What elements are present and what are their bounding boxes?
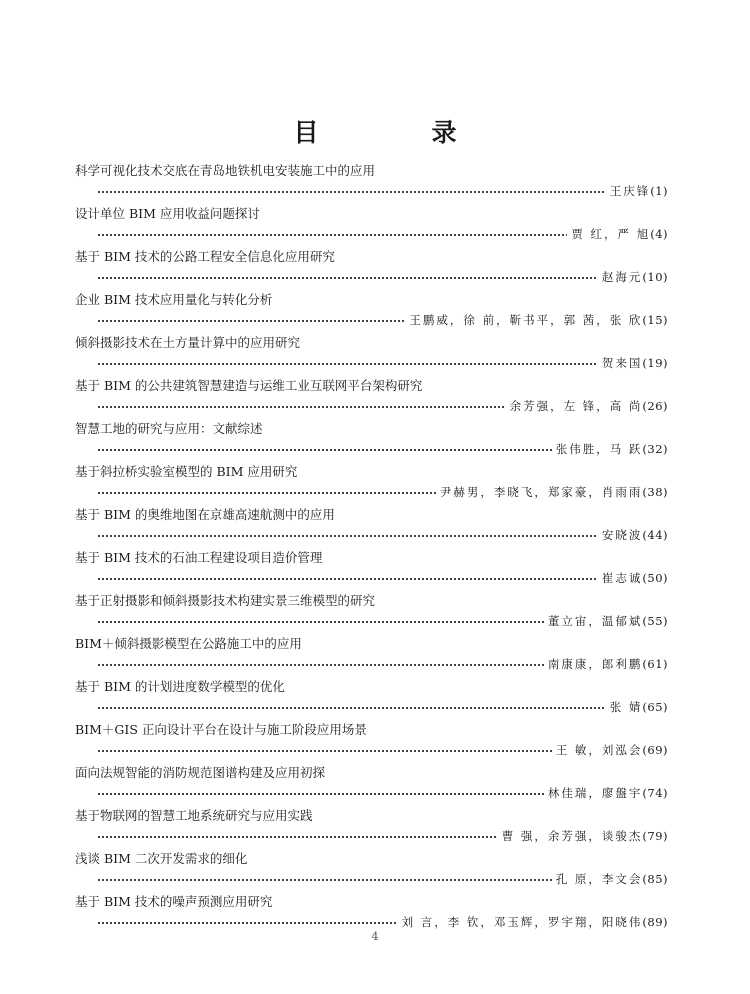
toc-entry-title: 智慧工地的研究与应用：文献综述 [75, 421, 263, 436]
toc-entry-authors: 赵海元 [601, 270, 643, 284]
toc-entry-page: (61) [642, 657, 668, 671]
dot-leader [97, 234, 567, 236]
toc-entry-leader-line [97, 353, 668, 373]
toc-entry-page: (50) [642, 571, 668, 585]
dot-leader [97, 578, 598, 580]
toc-entry-title: 基于正射摄影和倾斜摄影技术构建实景三维模型的研究 [75, 593, 376, 608]
toc-entry-authors: 刘 言，李 钦，邓玉辉，罗宇翔，阳晓伟 [401, 915, 643, 929]
dot-leader [97, 750, 552, 752]
toc-entry-leader-line [97, 740, 668, 760]
toc-entry-authors: 余芳强，左 锋，高 尚 [509, 399, 643, 413]
toc-entry-title: 基于 BIM 技术的噪声预测应用研究 [75, 894, 273, 909]
toc-entry-leader-line [97, 568, 668, 588]
toc-entry-authors: 贾 红，严 旭 [571, 227, 651, 241]
dot-leader [97, 406, 506, 408]
table-of-contents [75, 160, 668, 934]
toc-entry-authors: 王鹏威，徐 前，靳书平，郭 茜，张 欣 [409, 313, 643, 327]
dot-leader [97, 492, 436, 494]
toc-entry-leader-line [97, 310, 668, 330]
toc-entry-leader-line [97, 826, 668, 846]
dot-leader [97, 621, 544, 623]
toc-entry[interactable] [75, 203, 668, 246]
toc-entry-page: (19) [642, 356, 668, 370]
toc-entry-title: 面向法规智能的消防规范图谱构建及应用初探 [75, 765, 326, 780]
toc-entry-page: (32) [642, 442, 668, 456]
dot-leader [97, 191, 606, 193]
toc-entry[interactable] [75, 633, 668, 676]
dot-leader [97, 664, 544, 666]
toc-entry[interactable] [75, 160, 668, 203]
toc-entry-leader-line [97, 611, 668, 631]
toc-entry-title: 基于 BIM 的奥维地图在京雄高速航测中的应用 [75, 507, 335, 522]
toc-entry-leader-line [97, 912, 668, 932]
toc-entry-page: (85) [642, 872, 668, 886]
page-number: 4 [371, 930, 379, 943]
toc-entry-authors: 安晓波 [601, 528, 643, 542]
dot-leader [97, 363, 598, 365]
toc-entry[interactable] [75, 762, 668, 805]
dot-leader [97, 707, 606, 709]
toc-entry-page: (1) [650, 184, 668, 198]
toc-entry-leader-line [97, 654, 668, 674]
toc-entry[interactable] [75, 289, 668, 332]
toc-entry-authors: 曹 强，余芳强，谈骏杰 [501, 829, 643, 843]
toc-entry[interactable] [75, 891, 668, 934]
toc-entry-authors: 王庆锋 [609, 184, 651, 198]
toc-entry-title: 设计单位 BIM 应用收益问题探讨 [75, 206, 260, 221]
dot-leader [97, 793, 544, 795]
toc-entry-page: (4) [650, 227, 668, 241]
toc-entry-authors: 王 敏，刘泓会 [555, 743, 643, 757]
toc-entry-title: 科学可视化技术交底在青岛地铁机电安装施工中的应用 [75, 163, 376, 178]
toc-entry-leader-line [97, 783, 668, 803]
toc-entry-leader-line [97, 224, 668, 244]
page-title: 目 录 [293, 118, 501, 147]
toc-entry-page: (69) [642, 743, 668, 757]
toc-entry-page: (74) [642, 786, 668, 800]
toc-entry[interactable] [75, 246, 668, 289]
toc-entry-page: (10) [642, 270, 668, 284]
toc-entry[interactable] [75, 719, 668, 762]
toc-entry-leader-line [97, 267, 668, 287]
toc-entry-authors: 张伟胜，马 跃 [555, 442, 643, 456]
toc-entry-page: (79) [642, 829, 668, 843]
dot-leader [97, 277, 598, 279]
toc-entry-leader-line [97, 697, 668, 717]
toc-entry[interactable] [75, 590, 668, 633]
toc-entry[interactable] [75, 848, 668, 891]
dot-leader [97, 535, 598, 537]
toc-entry-leader-line [97, 181, 668, 201]
toc-entry-authors: 张 婧 [609, 700, 643, 714]
toc-entry-authors: 林佳瑞，廖盤宇 [547, 786, 643, 800]
toc-entry-title: 基于斜拉桥实验室模型的 BIM 应用研究 [75, 464, 298, 479]
toc-entry[interactable] [75, 547, 668, 590]
toc-entry-page: (44) [642, 528, 668, 542]
dot-leader [97, 836, 498, 838]
toc-entry-title: 基于 BIM 的计划进度数学模型的优化 [75, 679, 285, 694]
toc-entry-page: (89) [642, 915, 668, 929]
toc-entry-authors: 南康康，郎利鹏 [547, 657, 643, 671]
toc-entry-leader-line [97, 869, 668, 889]
toc-entry-title: 基于物联网的智慧工地系统研究与应用实践 [75, 808, 313, 823]
toc-entry-page: (55) [642, 614, 668, 628]
toc-entry-page: (26) [642, 399, 668, 413]
toc-entry-page: (38) [642, 485, 668, 499]
dot-leader [97, 449, 552, 451]
toc-entry-page: (15) [642, 313, 668, 327]
toc-entry[interactable] [75, 504, 668, 547]
dot-leader [97, 922, 398, 924]
toc-entry-title: 倾斜摄影技术在土方量计算中的应用研究 [75, 335, 301, 350]
toc-entry-authors: 崔志诚 [601, 571, 643, 585]
toc-entry-title: 基于 BIM 技术的石油工程建设项目造价管理 [75, 550, 323, 565]
toc-entry[interactable] [75, 332, 668, 375]
toc-entry-title: BIM＋倾斜摄影模型在公路施工中的应用 [75, 636, 302, 651]
toc-entry-authors: 董立宙，温郁斌 [547, 614, 643, 628]
toc-entry-leader-line [97, 525, 668, 545]
toc-entry[interactable] [75, 676, 668, 719]
toc-entry[interactable] [75, 461, 668, 504]
toc-entry-leader-line [97, 439, 668, 459]
toc-entry[interactable] [75, 418, 668, 461]
toc-entry-title: 浅谈 BIM 二次开发需求的细化 [75, 851, 248, 866]
toc-entry-title: BIM＋GIS 正向设计平台在设计与施工阶段应用场景 [75, 722, 367, 737]
toc-entry-page: (65) [642, 700, 668, 714]
toc-entry-authors: 贺来国 [601, 356, 643, 370]
dot-leader [97, 320, 405, 322]
toc-entry-authors: 尹赫男，李晓飞，郑家豪，肖雨雨 [439, 485, 643, 499]
toc-entry-title: 企业 BIM 技术应用量化与转化分析 [75, 292, 273, 307]
toc-entry-leader-line [97, 482, 668, 502]
toc-entry-title: 基于 BIM 的公共建筑智慧建造与运维工业互联网平台架构研究 [75, 378, 423, 393]
toc-entry-leader-line [97, 396, 668, 416]
dot-leader [97, 879, 552, 881]
toc-entry-authors: 孔 原，李文会 [555, 872, 643, 886]
toc-entry-title: 基于 BIM 技术的公路工程安全信息化应用研究 [75, 249, 335, 264]
toc-entry[interactable] [75, 375, 668, 418]
toc-entry[interactable] [75, 805, 668, 848]
